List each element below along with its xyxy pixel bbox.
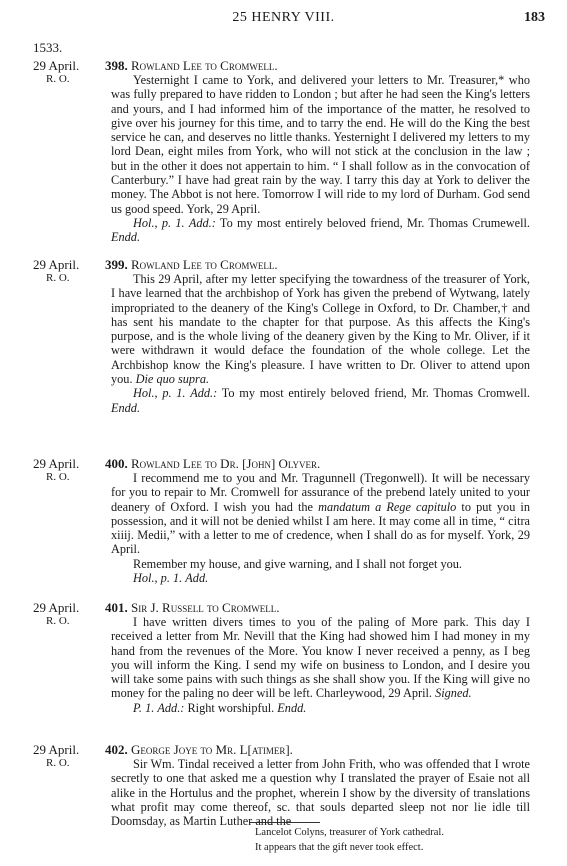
entry-title: Rowland Lee to Cromwell. [131,58,278,73]
entry-source: R. O. [46,73,70,85]
entry-note: Hol., p. 1. Add.: To my most entirely beloved friend, Mr. Thomas Cromwell. Endd. [111,386,530,415]
entry-paragraph: This 29 April, after my letter specifying the towardness of the treasurer of York, I have learned that the archbishop of York has given the prebend of Wytwang, lately impropriated to the deanery of the King's College in Oxford, to Dr. Chamber,† and has sent his mandate to the chapter for that purpose. As this affects the King's purpose, and is the whole living of the deanery given by the King to Mr. Oliver, if it were withdrawn it would deface the foundation of the whole college. Let the Archbishop know the King's pleasure. I have written to Dr. Oliver to attend upon you. Die quo supra. [111,272,530,387]
entry-paragraph: Remember my house, and give warning, and I shall not forget you. [133,556,462,571]
entry-title: Sir J. Russell to Cromwell. [131,600,280,615]
footnote: It appears that the gift never took effect. [255,842,424,853]
entry-number: 398. [105,58,128,73]
entry-date: 29 April. [33,58,80,73]
entry-source: R. O. [46,272,70,284]
entry-title: Rowland Lee to Cromwell. [131,257,278,272]
entry-note: P. 1. Add.: Right worshipful. Endd. [133,700,307,715]
entry-heading [105,742,293,758]
entry-source: R. O. [46,757,70,769]
entry-source: R. O. [46,471,70,483]
entry-paragraph: Yesternight I came to York, and delivered your letters to Mr. Treasurer,* who was fully prepared to have ridden to London ; but after he had seen the King's letters and yours, and I had informed him of the importance of the matter, he resolved to give over his journey for this time, and to tarry the end. He will do the King the best service he can, and deserves no little thanks. Yesternight I delivered my letters to my lord Dean, eight miles from York, who will not stick at the conclusion in the law ; but in the other it does not appertain to him. “ I shall follow as in the convocation of Canterbury.” I have had great rain by the way. I tarry this day at York to deliver the money. The Abbot is not here. Tomorrow I will ride to my lord of Durham. God send us good speed. York, 29 April. [111,73,530,216]
entry-paragraph: I recommend me to you and Mr. Tragunnell (Tregonwell). It will be necessary for you to repair to Mr. Cromwell for assurance of the prebend lately united to your deanery of Oxford. I wish you had the mandatum a Rege capitulo to put you in possession, and it will not be denied whilst I am here. It may come all in time, “ citra xiiij. Medii,” with a letter to me of credence, when I shall do as for myself. York, 29 April. [111,471,530,557]
entry-body [111,757,530,828]
entry-body [111,73,530,245]
footnote: Lancelot Colyns, treasurer of York cathedral. [255,827,444,838]
entry-heading [105,456,320,472]
year-marker: 1533. [33,40,63,55]
entry-title: George Joye to Mr. L[atimer]. [131,742,293,757]
entry-body [111,615,530,715]
entry-heading [105,257,278,273]
entry-number: 402. [105,742,128,757]
entry-number: 399. [105,257,128,272]
entry-date: 29 April. [33,456,80,471]
running-title: 25 HENRY VIII. [232,10,335,25]
entry-date: 29 April. [33,257,80,272]
entry-paragraph: I have written divers times to you of the paling of More park. This day I received a letter from Mr. Nevill that the King had showed him I had money in my hand from the revenues of the More. You know I never received a penny, as I beg you will inform the King. I send my wife on business to London, and I desire you will take some pains with such things as she shall show you. If the King will give no money for the paling no deer will be left. Charleywood, 29 April. Signed. [111,615,530,701]
entry-note: Hol., p. 1. Add. [133,571,209,586]
entry-heading [105,58,278,74]
page-number: 183 [524,10,545,25]
entry-source: R. O. [46,615,70,627]
entry-paragraph: Sir Wm. Tindal received a letter from John Frith, who was offended that I wrote secretly to one that asked me a question why I translated the prayer of Esaie not all alike in the Hortulus and the prophet, wherein I show by the diversity of translations what profit may come thereof, sc. that souls departed sleep not nor lie idle till Doomsday, as Martin Luther and the [111,757,530,829]
entry-title: Rowland Lee to Dr. [John] Olyver. [131,456,321,471]
page-header [0,10,567,30]
entry-date: 29 April. [33,742,80,757]
entry-body [111,471,530,585]
entry-note: Hol., p. 1. Add.: To my most entirely beloved friend, Mr. Thomas Crumewell. Endd. [111,215,530,245]
entry-heading [105,600,279,616]
entry-date: 29 April. [33,600,80,615]
entry-number: 401. [105,600,128,615]
entry-body [111,272,530,415]
footnote-rule [250,822,320,823]
entry-number: 400. [105,456,128,471]
